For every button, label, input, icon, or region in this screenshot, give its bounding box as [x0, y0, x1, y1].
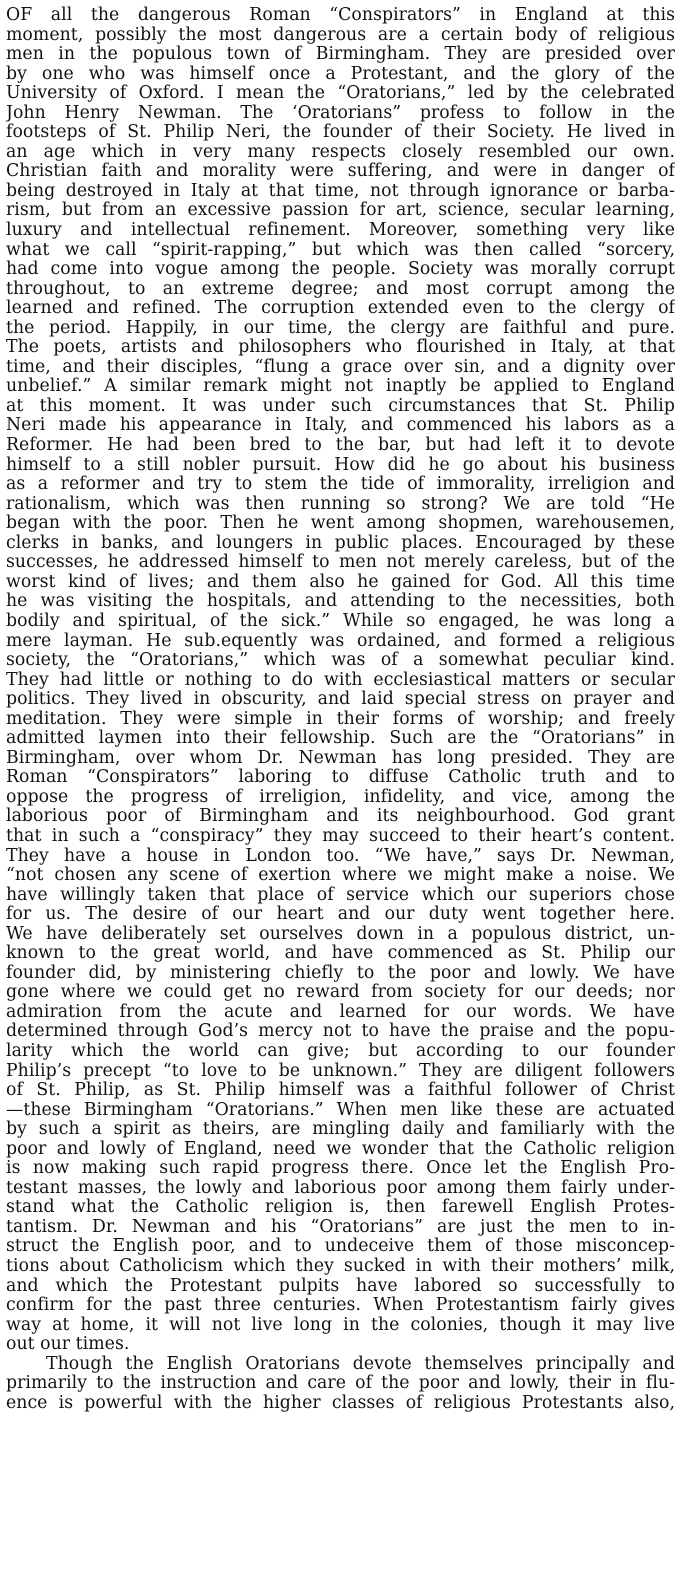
- text-line: primarily to the instruction and care of the poor and lowly, their in flu-: [6, 1374, 675, 1394]
- text-line: ence is powerful with the higher classes of religious Protestants also,: [6, 1393, 675, 1413]
- text-line: They had little or nothing to do with ecclesiastical matters or secular: [6, 670, 675, 690]
- text-line: laborious poor of Birmingham and its neighbourhood. God grant: [6, 807, 675, 827]
- text-line: meditation. They were simple in their forms of worship; and freely: [6, 709, 675, 729]
- text-line: what we call “spirit-rapping,” but which was then called “sorcery,: [6, 240, 675, 260]
- text-line: throughout, to an extreme degree; and most corrupt among the: [6, 279, 675, 299]
- text-line: tions about Catholicism which they sucked in with their mothers’ milk,: [6, 1257, 675, 1276]
- text-line: as a reformer and try to stem the tide of immorality, irreligion and: [6, 475, 675, 495]
- text-line: is now making such rapid progress there. Once let the English Pro-: [6, 1159, 675, 1179]
- article-paragraph: [6, 1355, 675, 1414]
- text-line: —these Birmingham “Oratorians.” When men like these are actuated: [6, 1100, 675, 1120]
- text-line: for us. The desire of our heart and our duty went together here.: [6, 905, 675, 925]
- text-line: by such a spirit as theirs, are mingling daily and familiarly with the: [6, 1120, 675, 1140]
- text-line: by one who was himself once a Protestant, and the glory of the: [6, 64, 675, 84]
- text-line: John Henry Newman. The ‘Oratorians” profess to follow in the: [6, 103, 675, 123]
- text-line: moment, possibly the most dangerous are a certain body of religious: [6, 25, 675, 45]
- text-line: Roman “Conspirators” laboring to diffuse Catholic truth and to: [6, 768, 675, 788]
- text-line: We have deliberately set ourselves down in a populous district, un-: [6, 924, 675, 944]
- text-line: admiration from the acute and learned for our words. We have: [6, 1002, 675, 1022]
- text-line: They have a house in London too. “We have,” says Dr. Newman,: [6, 846, 675, 866]
- text-line: footsteps of St. Philip Neri, the founder of their Society. He lived in: [6, 123, 675, 143]
- text-line: rism, but from an excessive passion for art, science, secular learning,: [6, 201, 675, 221]
- text-line: he was visiting the hospitals, and attending to the necessities, both: [6, 592, 675, 612]
- text-line: admitted laymen into their fellowship. Such are the “Oratorians” in: [6, 729, 675, 749]
- text-line: being destroyed in Italy at that time, not through ignorance or barba-: [6, 181, 675, 201]
- text-line: luxury and intellectual refinement. Moreover, something very like: [6, 221, 675, 241]
- text-line: men in the populous town of Birmingham. They are presided over: [6, 45, 675, 65]
- text-line: out our times.: [6, 1335, 130, 1355]
- text-line: rationalism, which was then running so strong? We are told “He: [6, 494, 675, 514]
- text-line: the period. Happily, in our time, the clergy are faithful and pure.: [6, 318, 675, 338]
- text-line: unbelief.” A similar remark might not inaptly be applied to England: [6, 377, 675, 397]
- text-line: had come into vogue among the people. Society was morally corrupt: [6, 260, 675, 280]
- text-line: poor and lowly of England, need we wonder that the Catholic religion: [6, 1139, 675, 1159]
- text-line: time, and their disciples, “flung a grace over sin, and a dignity over: [6, 357, 675, 377]
- text-line: Birmingham, over whom Dr. Newman has long presided. They are: [6, 748, 675, 768]
- text-line: testant masses, the lowly and laborious poor among them fairly under-: [6, 1178, 675, 1198]
- text-line: worst kind of lives; and them also he gained for God. All this time: [6, 572, 675, 592]
- text-line: Though the English Oratorians devote themselves principally and: [46, 1354, 675, 1374]
- text-line: Philip’s precept “to love to be unknown.” They are diligent followers: [6, 1061, 675, 1081]
- text-line: began with the poor. Then he went among shopmen, warehousemen,: [6, 514, 675, 534]
- text-line: of St. Philip, as St. Philip himself was a faithful follower of Christ: [6, 1081, 675, 1101]
- text-line: Reformer. He had been bred to the bar, but had left it to devote: [6, 436, 675, 456]
- text-line: The poets, artists and philosophers who flourished in Italy, at that: [6, 338, 675, 358]
- text-line: that in such a “conspiracy” they may succeed to their heart’s content.: [6, 826, 675, 846]
- text-line: struct the English poor, and to undeceive them of those misconcep-: [6, 1237, 675, 1257]
- text-line: society, the “Oratorians,” which was of a somewhat peculiar kind.: [6, 651, 675, 671]
- text-line: “not chosen any scene of exertion where we might make a noise. We: [6, 866, 675, 886]
- text-line: oppose the progress of irreligion, infidelity, and vice, among the: [6, 787, 675, 807]
- article-paragraph: [6, 6, 675, 1355]
- text-line: politics. They lived in obscurity, and laid special stress on prayer and: [6, 690, 675, 710]
- text-line: stand what the Catholic religion is, then farewell English Protes-: [6, 1198, 675, 1218]
- text-line: tantism. Dr. Newman and his “Oratorians” are just the men to in-: [6, 1217, 675, 1237]
- text-line: have willingly taken that place of service which our superiors chose: [6, 885, 675, 905]
- text-line: and which the Protestant pulpits have labored so successfully to: [6, 1276, 675, 1296]
- text-line: founder did, by ministering chiefly to the poor and lowly. We have: [6, 963, 675, 983]
- text-line: confirm for the past three centuries. When Protestantism fairly gives: [6, 1296, 675, 1316]
- text-line: larity which the world can give; but according to our founder: [6, 1041, 675, 1061]
- text-line: determined through God’s mercy not to have the praise and the popu-: [6, 1022, 675, 1042]
- text-line: OF all the dangerous Roman “Conspirators” in England at this: [6, 6, 675, 25]
- text-line: an age which in very many respects closely resembled our own.: [6, 142, 675, 162]
- text-line: at this moment. It was under such circumstances that St. Philip: [6, 396, 675, 416]
- text-line: way at home, it will not live long in the colonies, though it may live: [6, 1315, 675, 1335]
- text-line: bodily and spiritual, of the sick.” While so engaged, he was long a: [6, 611, 675, 631]
- text-line: learned and refined. The corruption extended even to the clergy of: [6, 299, 675, 319]
- text-line: gone where we could get no reward from society for our deeds; nor: [6, 983, 675, 1003]
- text-line: himself to a still nobler pursuit. How did he go about his business: [6, 455, 675, 475]
- text-line: Neri made his appearance in Italy, and commenced his labors as a: [6, 416, 675, 436]
- text-line: known to the great world, and have commenced as St. Philip our: [6, 944, 675, 964]
- text-line: successes, he addressed himself to men not merely careless, but of the: [6, 553, 675, 573]
- text-line: clerks in banks, and loungers in public places. Encouraged by these: [6, 533, 675, 553]
- text-line: mere layman. He sub.equently was ordained, and formed a religious: [6, 631, 675, 651]
- text-line: Christian faith and morality were suffering, and were in danger of: [6, 162, 675, 182]
- text-line: University of Oxford. I mean the “Oratorians,” led by the celebrated: [6, 84, 675, 104]
